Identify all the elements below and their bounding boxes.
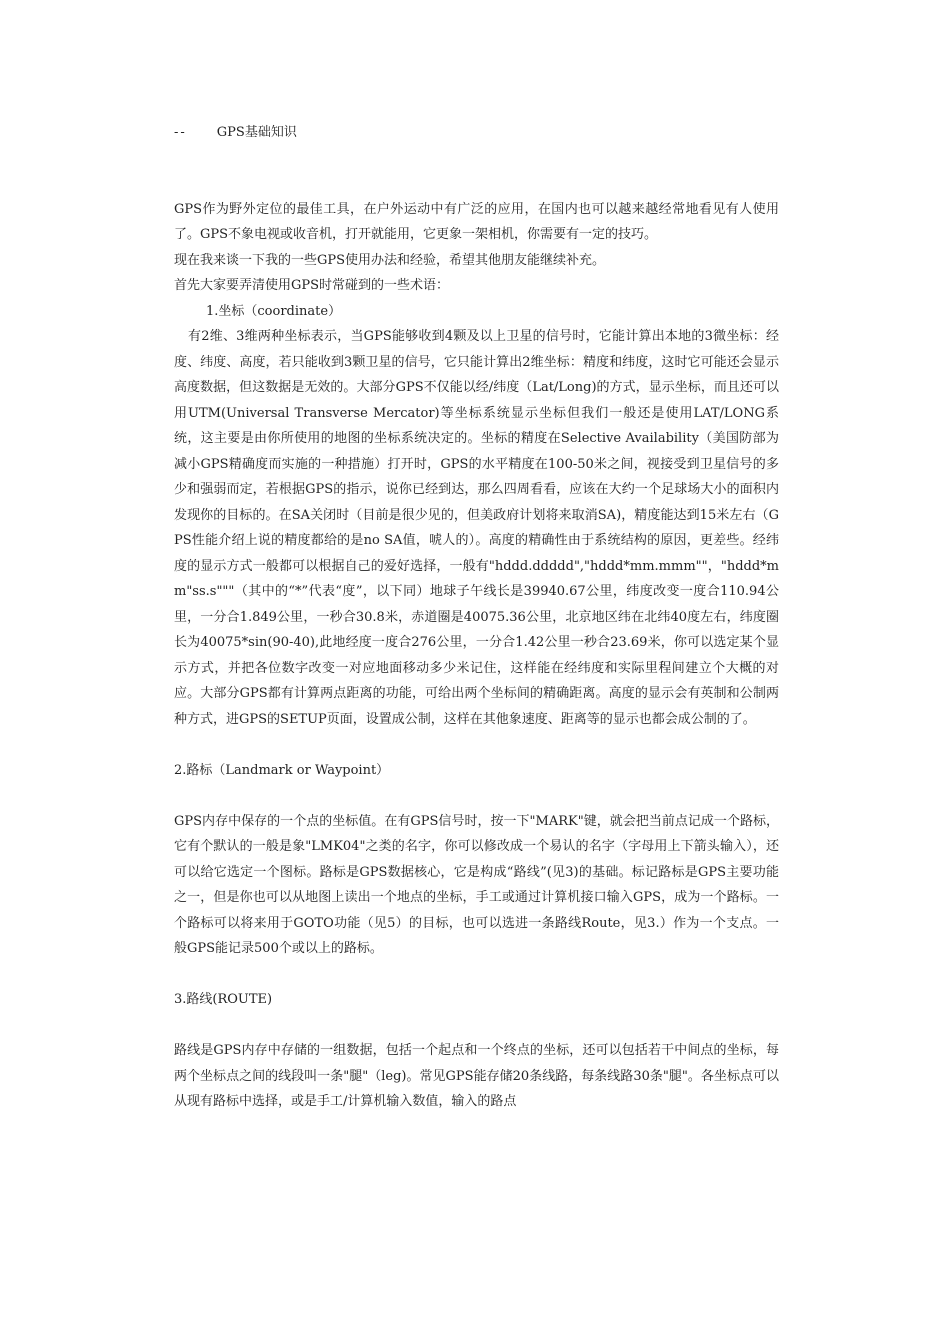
- intro-paragraph-1: GPS作为野外定位的最佳工具，在户外运动中有广泛的应用，在国内也可以越来越经常地看见有人使用了。GPS不象电视或收音机，打开就能用，它更象一架相机，你需要有一定的技巧。: [174, 201, 779, 242]
- section-2-body: GPS内存中保存的一个点的坐标值。在有GPS信号时，按一下"MARK"键，就会把当前点记成一个路标，它有个默认的一般是象"LMK04"之类的名字，你可以修改成一个易认的名字（字母用上下箭头输入），还可以给它选定一个图标。路标是GPS数据核心，它是构成“路线”(见3)的基础。标记路标是GPS主要功能之一，但是你也可以从地图上读出一个地点的坐标，手工或通过计算机接口输入GPS，成为一个路标。一个路标可以将来用于GOTO功能（见5）的目标，也可以选进一条路线Route，见3.）作为一个支点。一般GPS能记录500个或以上的路标。: [174, 813, 779, 956]
- section-1-body: 有2维、3维两种坐标表示，当GPS能够收到4颗及以上卫星的信号时，它能计算出本地的3微坐标：经度、纬度、高度，若只能收到3颗卫星的信号，它只能计算出2维坐标：精度和纬度，这时它可能还会显示高度数据，但这数据是无效的。大部分GPS不仅能以经/纬度（Lat/Long)的方式，显示坐标，而且还可以用UTM(Universal Transverse Mercator)等坐标系统显示坐标但我们一般还是使用LAT/LONG系统，这主要是由你所使用的地图的坐标系统决定的。坐标的精度在Selective Availability（美国防部为减小GPS精确度而实施的一种措施）打开时，GPS的水平精度在100-50米之间，视接受到卫星信号的多少和强弱而定，若根据GPS的指示，说你已经到达，那么四周看看，应该在大约一个足球场大小的面积内发现你的目标的。在SA关闭时（目前是很少见的，但美政府计划将来取消SA)，精度能达到15米左右（GPS性能介绍上说的精度都给的是no SA值，唬人的）。高度的精确性由于系统结构的原因，更差些。经纬度的显示方式一般都可以根据自己的爱好选择，一般有"hddd.ddddd","hddd*mm.mmm""，"hddd*mm"ss.s"""（其中的“*”代表“度”，以下同）地球子午线长是39940.67公里，纬度改变一度合110.94公里，一分合1.849公里，一秒合30.8米，赤道圈是40075.36公里，北京地区纬在北纬40度左右，纬度圈长为40075*sin(90-40),此地经度一度合276公里，一分合1.42公里一秒合23.69米，你可以选定某个显示方式，并把各位数字改变一对应地面移动多少米记住，这样能在经纬度和实际里程间建立个大概的对应。大部分GPS都有计算两点距离的功能，可给出两个坐标间的精确距离。高度的显示会有英制和公制两种方式，进GPS的SETUP页面，设置成公制，这样在其他象速度、距离等的显示也都会成公制的了。: [174, 329, 779, 727]
- section-1-heading: 1.坐标（coordinate）: [206, 303, 342, 319]
- document-page: [174, 120, 779, 1115]
- title-prefix: --: [174, 125, 187, 140]
- section-2-heading: 2.路标（Landmark or Waypoint）: [174, 762, 390, 778]
- intro-paragraph-2: 现在我来谈一下我的一些GPS使用办法和经验，希望其他朋友能继续补充。: [174, 252, 606, 268]
- document-title: [174, 120, 779, 146]
- title-text: GPS基础知识: [216, 125, 297, 140]
- intro-paragraph-3: 首先大家要弄清使用GPS时常碰到的一些术语：: [174, 278, 450, 293]
- section-3-heading: 3.路线(ROUTE): [174, 992, 273, 1007]
- section-3-body: 路线是GPS内存中存储的一组数据，包括一个起点和一个终点的坐标，还可以包括若干中间点的坐标，每两个坐标点之间的线段叫一条"腿"（leg)。常见GPS能存储20条线路，每条线路30条"腿"。各坐标点可以从现有路标中选择，或是手工/计算机输入数值，输入的路点: [174, 1043, 779, 1109]
